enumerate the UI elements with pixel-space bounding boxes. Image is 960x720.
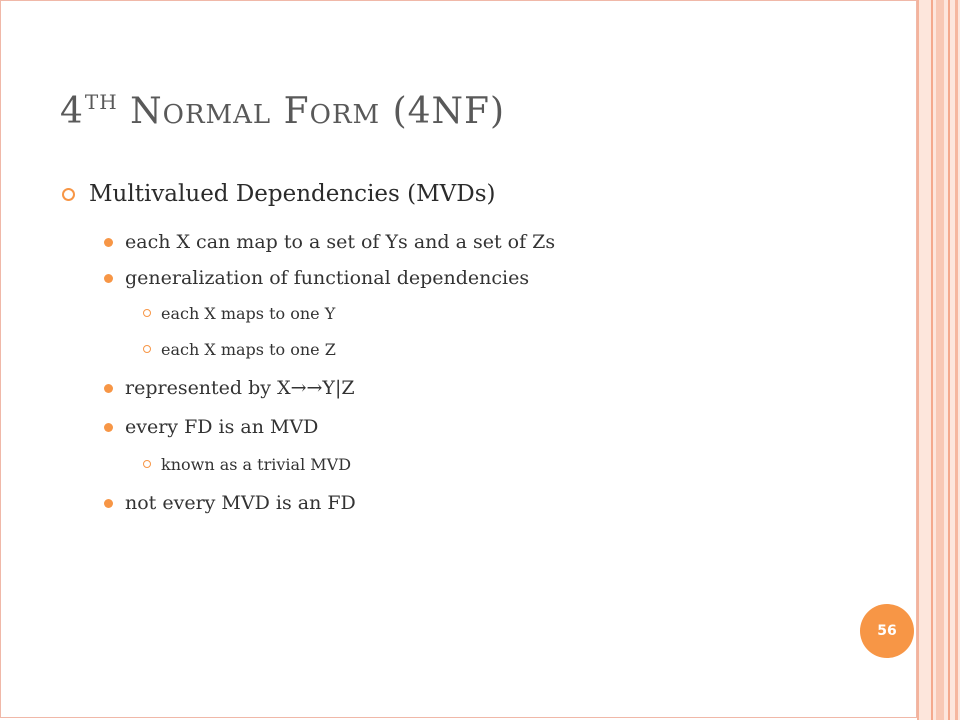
page-number-badge: [860, 604, 914, 658]
bullet-level3: [143, 336, 336, 362]
title-word1-rest: ORMAL: [162, 100, 272, 130]
small-orange-ring-icon: [143, 460, 151, 468]
title-numeral: 4: [60, 91, 84, 132]
title-word1-initial: N: [130, 91, 163, 132]
page-number: 56: [877, 623, 897, 639]
bullet-text: represented by X→→Y|Z: [125, 377, 355, 399]
bullet-level2: [104, 373, 355, 403]
small-orange-ring-icon: [143, 345, 151, 353]
decorative-side-bars: [917, 0, 960, 720]
orange-dot-icon: [104, 499, 113, 508]
title-suffix: (4NF): [392, 91, 506, 132]
side-bar-stripe: [917, 0, 919, 720]
title-word2-initial: F: [283, 91, 310, 132]
bullet-level1: [62, 174, 496, 214]
bullet-level3: [143, 451, 351, 477]
bullet-level2: [104, 488, 356, 518]
orange-dot-icon: [104, 384, 113, 393]
bullet-level2: [104, 412, 318, 442]
bullet-text: each X can map to a set of Ys and a set of Zs: [125, 231, 556, 253]
bullet-level2: [104, 227, 555, 257]
orange-dot-icon: [104, 238, 113, 247]
bullet-level3: [143, 300, 335, 326]
side-bar-stripe: [931, 0, 933, 720]
bullet-text: not every MVD is an FD: [125, 492, 356, 514]
side-bar-stripe: [936, 0, 944, 720]
orange-ring-icon: [62, 188, 75, 201]
side-bar-stripe: [948, 0, 950, 720]
slide-title: [60, 92, 505, 130]
orange-dot-icon: [104, 423, 113, 432]
bullet-text: every FD is an MVD: [125, 416, 319, 438]
bullet-level2: [104, 263, 529, 293]
bullet-text: generalization of functional dependencies: [125, 267, 530, 289]
side-bar-stripe: [955, 0, 958, 720]
bullet-text: known as a trivial MVD: [161, 454, 352, 474]
title-superscript: TH: [84, 90, 118, 114]
bullet-text: each X maps to one Z: [161, 339, 336, 359]
title-word2-rest: ORM: [309, 100, 381, 130]
bullet-heading-text: Multivalued Dependencies (MVDs): [89, 181, 496, 207]
orange-dot-icon: [104, 274, 113, 283]
bullet-text: each X maps to one Y: [161, 303, 336, 323]
small-orange-ring-icon: [143, 309, 151, 317]
